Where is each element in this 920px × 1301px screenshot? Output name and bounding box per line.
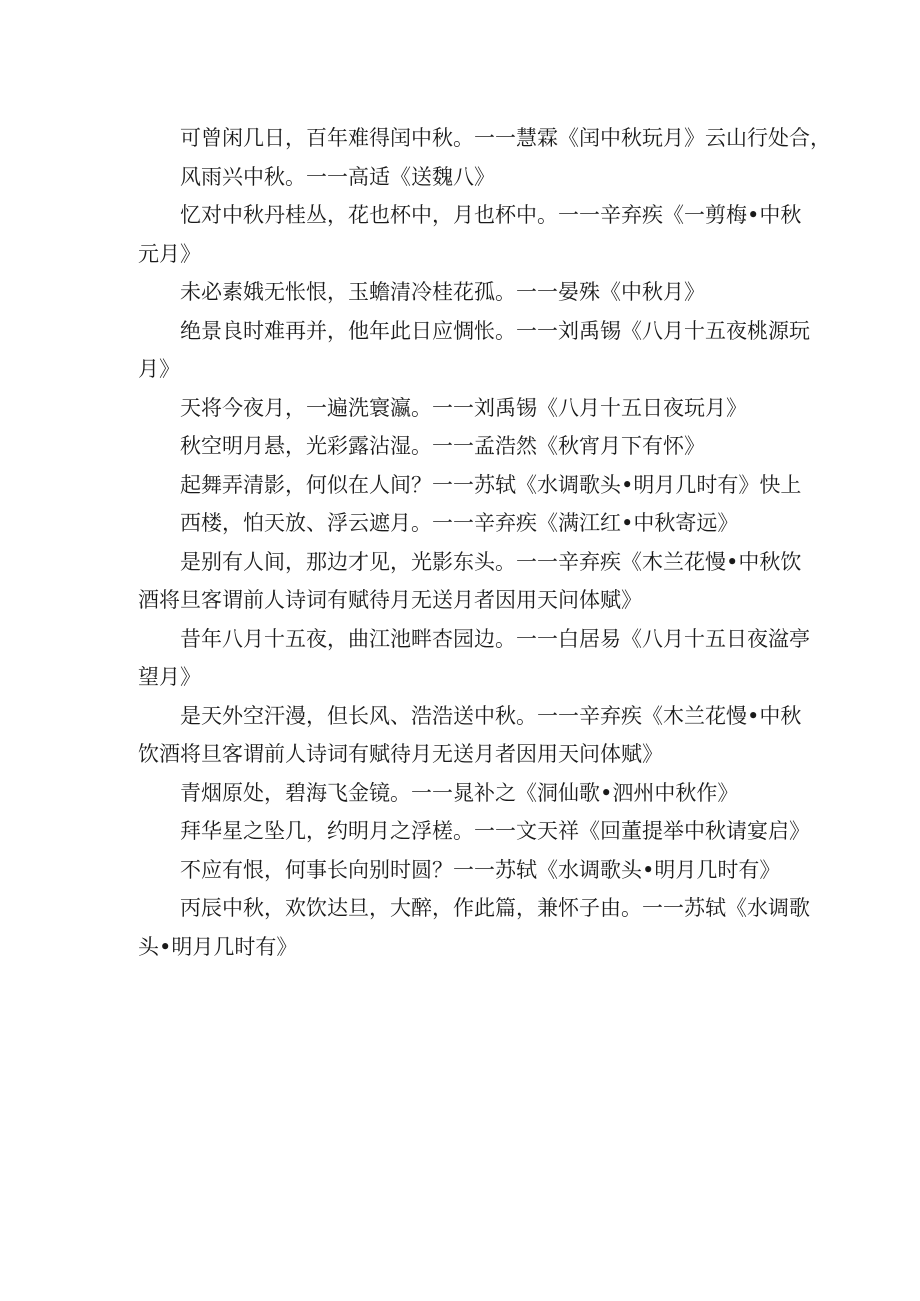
text-line: 起舞弄清影，何似在人间？一一苏轼《水调歌头•明月几时有》快上 bbox=[180, 472, 802, 497]
text-line: 风雨兴中秋。一一高适《送魏八》 bbox=[180, 164, 495, 189]
text-line: 秋空明月悬，光彩露沾湿。一一孟浩然《秋宵月下有怀》 bbox=[180, 434, 705, 458]
poem-quote-list bbox=[138, 119, 831, 966]
text-line: 青烟原处，碧海飞金镜。一一晁补之《洞仙歌•泗州中秋作》 bbox=[180, 780, 739, 805]
text-line: 西楼，怕天放、浮云遮月。一一辛弃疾《满江红•中秋寄远》 bbox=[180, 511, 739, 535]
text-line: 饮酒将旦客谓前人诗词有赋待月无送月者因用天问体赋》 bbox=[138, 742, 663, 766]
text-line: 可曾闲几日，百年难得闰中秋。一一慧霖《闰中秋玩月》云山行处合， bbox=[180, 126, 831, 150]
text-line: 是天外空汗漫，但长风、浩浩送中秋。一一辛弃疾《木兰花慢•中秋 bbox=[180, 703, 802, 728]
text-line: 昔年八月十五夜，曲江池畔杏园边。一一白居易《八月十五日夜湓亭 bbox=[180, 626, 810, 651]
text-line: 天将今夜月，一遍洗寰瀛。一一刘禹锡《八月十五日夜玩月》 bbox=[180, 395, 747, 420]
text-line: 是别有人间，那边才见，光影东头。一一辛弃疾《木兰花慢•中秋饮 bbox=[180, 549, 802, 574]
text-line: 未必素娥无怅恨，玉蟾清冷桂花孤。一一晏殊《中秋月》 bbox=[180, 280, 705, 304]
text-line: 拜华星之坠几，约明月之浮槎。一一文天祥《回董提举中秋请宴启》 bbox=[180, 819, 810, 843]
text-line: 丙辰中秋，欢饮达旦，大醉，作此篇，兼怀子由。一一苏轼《水调歌 bbox=[180, 896, 810, 920]
text-line: 忆对中秋丹桂丛，花也杯中，月也杯中。一一辛弃疾《一剪梅•中秋 bbox=[180, 203, 802, 227]
text-line: 望月》 bbox=[138, 665, 201, 689]
text-line: 月》 bbox=[138, 357, 180, 381]
text-line: 元月》 bbox=[138, 241, 201, 266]
text-line: 酒将旦客谓前人诗词有赋待月无送月者因用天问体赋》 bbox=[138, 588, 642, 612]
text-line: 头•明月几时有》 bbox=[138, 934, 298, 959]
text-line: 绝景良时难再并，他年此日应惆怅。一一刘禹锡《八月十五夜桃源玩 bbox=[180, 318, 810, 343]
text-line: 不应有恨，何事长向别时圆？一一苏轼《水调歌头•明月几时有》 bbox=[180, 857, 781, 882]
